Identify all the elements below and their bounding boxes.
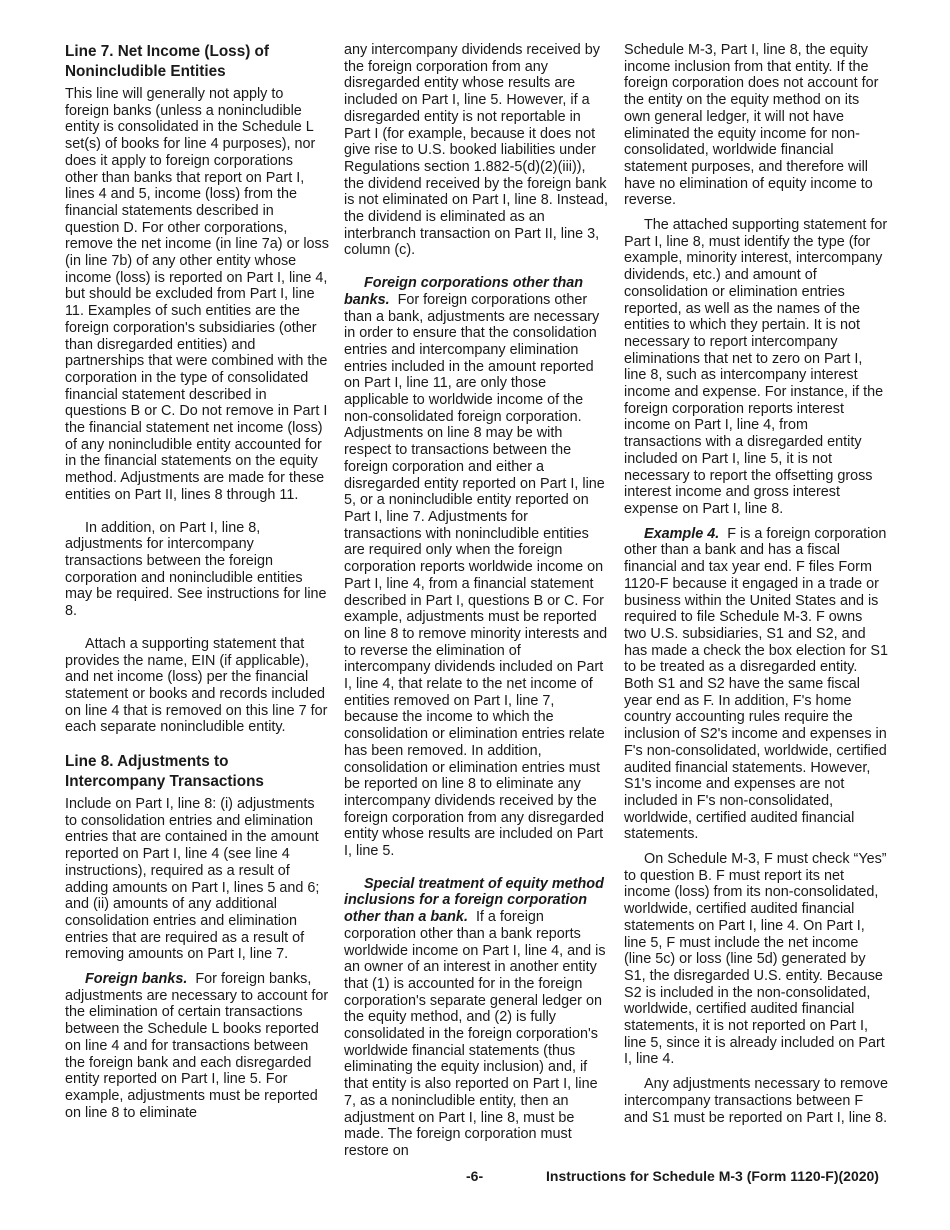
line7-heading: Line 7. Net Income (Loss) of Nonincludible Entities — [65, 43, 269, 80]
foreign-corporations-lead: Foreign corporations other than banks. — [344, 275, 584, 308]
foreign-banks-lead: Foreign banks. — [85, 971, 188, 988]
column-1 — [65, 42, 329, 1121]
line7-paragraph-3: Attach a supporting statement that provides the name, EIN (if applicable), and net income (loss) per the financial statement or books and records included on line 4 that is removed on this line 7 for each separate nonincludible entity. — [65, 635, 328, 736]
col3-paragraph-4: Any adjustments necessary to remove intercompany transactions between F and S1 must be reported on Part I, line 8. — [624, 1076, 888, 1126]
foreign-corporations-paragraph — [344, 275, 608, 860]
line8-paragraph-1: Include on Part I, line 8: (i) adjustments to consolidation entries and elimination entries that are contained in the amount reported on Part I, line 4 (see line 4 instructions), required as a result of adding amounts on Part I, lines 5 and 6; and (ii) amounts of any additional consolidation entries and elimination entries that are required as a result of removing amounts on Part I, line 7. — [65, 796, 320, 963]
special-treatment-lead: Special treatment of equity method inclusions for a foreign corporation other than a bank. — [344, 875, 604, 926]
example-4-paragraph — [624, 526, 888, 843]
example-4-lead: Example 4. — [644, 525, 720, 542]
foreign-corporations-text: For foreign corporations other than a bank, adjustments are necessary in order to ensure that the consolidation entries and intercompany elimination entries included in the amount reported on Part I, line 11, are only those applicable to worldwide income of the non-consolidated foreign corporation. Adjustments on line 8 may be with respect to transactions between the foreign corporation and either a disregarded entity reported on Part I, line 5, or a nonincludible entity reported on Part I, line 7. Adjustments for transactions with nonincludible entities are required only when the foreign corporation reports worldwide income on Part I, line 4, from a financial statement described in Part I, questions B or C. For example, adjustments must be reported on line 8 to remove minority interests and to reverse the elimination of intercompany dividends included on Part I, line 4, that relate to the net income of entities removed on Part I, line 7, because the income to which the consolidation or elimination entries relate has been removed. In addition, consolidation or elimination entries must be reported on line 8 to eliminate any intercompany dividends received by the foreign corporation from any disregarded entity whose results are included on Part I, line 5. — [344, 291, 608, 860]
foreign-banks-text: For foreign banks, adjustments are necessary to account for the elimination of certain transactions between the Schedule L books reported on line 4 and for transactions between the foreign bank and each disregarded entity reported on Part I, line 5. For example, adjustments must be reported on line 8 to eliminate — [65, 971, 329, 1121]
col3-paragraph-1: Schedule M-3, Part I, line 8, the equity income inclusion from that entity. If the foreign corporation does not account for the entity on the equity method on its own general ledger, it will not have eliminated the equity income for non-consolidated, worldwide financial statement purposes, and therefore will have no elimination of equity income to reverse. — [624, 42, 879, 209]
special-treatment-text: If a foreign corporation other than a bank reports worldwide income on Part I, line 4, and is an owner of an interest in another entity that (1) is accounted for in the foreign corporation's separate general ledger on the equity method, and (2) is fully consolidated in the foreign corporation's worldwide financial statements (thus eliminating the equity inclusion) and, if that entity is also reported on Part I, line 7, as a nonincludible entity, then an adjustment on Part I, line 8, must be made. The foreign corporation must restore on — [344, 909, 606, 1159]
column-2 — [344, 42, 608, 1160]
line7-paragraph-2: In addition, on Part I, line 8, adjustments for intercompany transactions between the foreign corporation and nonincludible entities may be required. See instructions for line 8. — [65, 519, 327, 620]
example-4-text: F is a foreign corporation other than a bank and has a fiscal financial and tax year end. F files Form 1120-F because it engaged in a trade or business within the United States and is required to file Schedule M-3. F owns two U.S. subsidiaries, S1 and S2, and has made a check the box election for S1 to be treated as a disregarded entity. Both S1 and S2 have the same fiscal year end as F. In addition, F's home country accounting rules require the inclusion of S2's income and expenses in F's non-consolidated, worldwide, certified audited financial statements. However, S1's income and expenses are not included in F's non-consolidated, worldwide, certified audited financial statements. — [624, 525, 888, 843]
line7-paragraph-1: This line will generally not apply to foreign banks (unless a nonincludible entity is consolidated in the Schedule L set(s) of books for line 4 purposes), nor does it apply to foreign corporations other than banks that report on Part I, lines 4 and 5, income (loss) from the financial statements described in question D. For other corporations, remove the net income (in line 7a) or loss (in line 7b) of any other entity whose income (loss) is reported on Part I, line 4, but should be excluded from Part I, line 11. Examples of such entities are the foreign corporation's subsidiaries (other than disregarded entities) and partnerships that were combined with the corporation in the type of consolidated financial statement described in questions B or C. Do not remove in Part I the financial statement net income (loss) of any nonincludible entity accounted for in the financial statements on the equity method. Adjustments are made for these entities on Part II, lines 8 through 11. — [65, 86, 329, 503]
special-treatment-paragraph — [344, 876, 608, 1160]
footer-document-title: Instructions for Schedule M-3 (Form 1120-F)(2020) — [546, 1168, 879, 1184]
column-3 — [624, 42, 888, 1126]
page-number: -6- — [466, 1168, 484, 1184]
col3-paragraph-2: The attached supporting statement for Part I, line 8, must identify the type (for example, minority interest, intercompany dividends, etc.) and amount of consolidation or elimination entries reported, as well as the names of the entities to which they pertain. It is not necessary to report intercompany eliminations that net to zero on Part I, line 8, such as intercompany interest income and expense. For instance, if the foreign corporation reports interest income on Part I, line 4, from transactions with a disregarded entity included on Part I, line 5, it is not necessary to report the offsetting gross interest income and gross interest expense on Part I, line 8. — [624, 217, 888, 517]
col3-paragraph-3: On Schedule M-3, F must check “Yes” to question B. F must report its net income (loss) from its non-consolidated, worldwide, certified audited financial statements on Part I, line 4. On Part I, line 5, F must include the net income (line 5c) or loss (line 5d) generated by S1, the disregarded U.S. entity. Because S2 is included in the non-consolidated, worldwide, certified audited financial statements, it is not reported on Part I, line 5, since it is already included on Part I, line 4. — [624, 851, 887, 1068]
line8-heading: Line 8. Adjustments to Intercompany Transactions — [65, 753, 264, 790]
foreign-banks-paragraph — [65, 971, 329, 1121]
col2-paragraph-1: any intercompany dividends received by the foreign corporation from any disregarded entity whose results are included on Part I, line 5. However, if a disregarded entity is not reportable in Part I (for example, because it does not give rise to U.S. booked liabilities under Regulations section 1.882-5(d)(2)(iii)), the dividend received by the foreign bank is not eliminated on Part I, line 8. Instead, the dividend is eliminated as an interbranch transaction on Part II, line 3, column (c). — [344, 42, 608, 259]
